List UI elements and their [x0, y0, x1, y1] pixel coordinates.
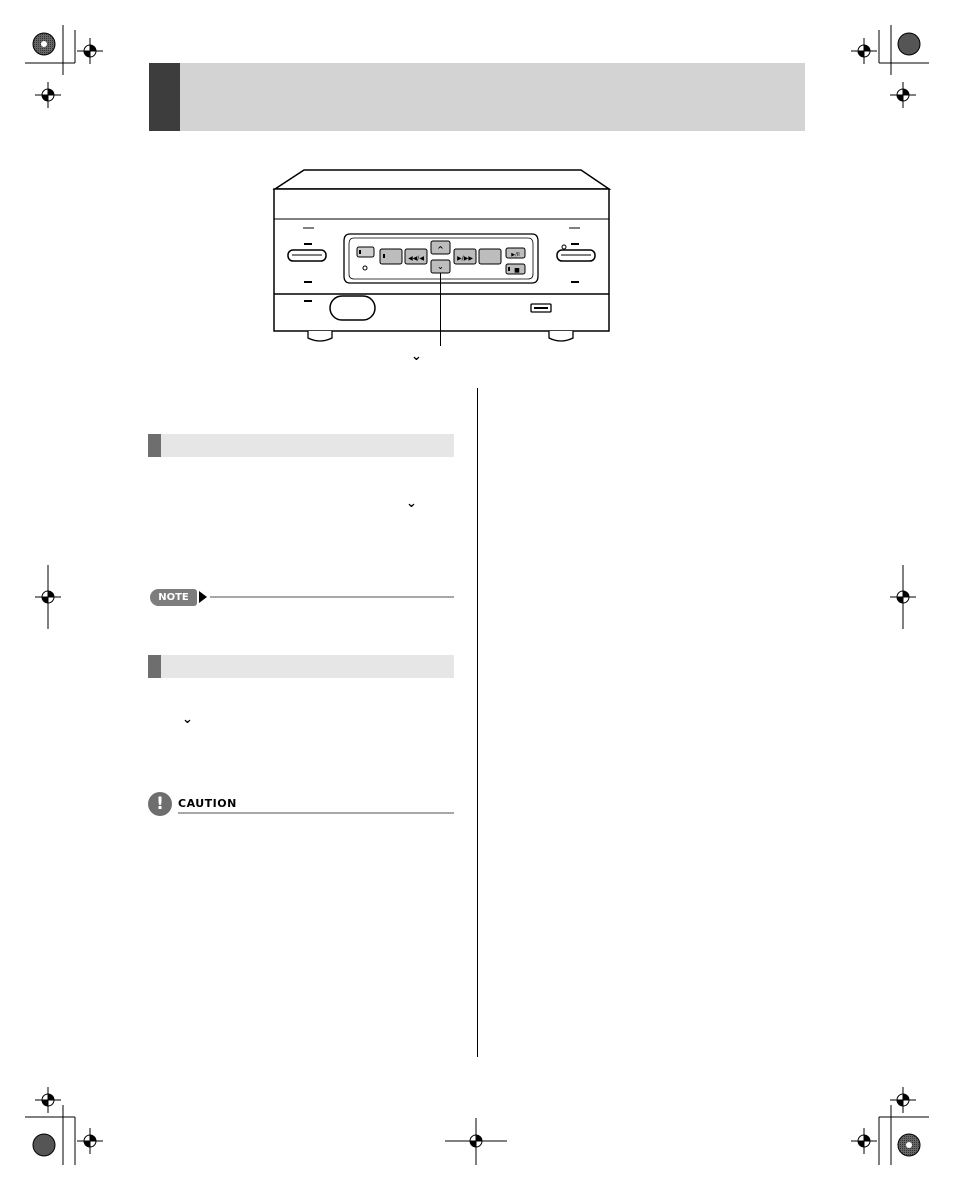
exclamation-icon: ! [148, 792, 172, 816]
section-2-header-tab [148, 655, 161, 678]
callout-chevron-down-icon: ⌄ [411, 349, 422, 364]
stop-button-label: ■ [514, 267, 520, 274]
caution-rule [178, 812, 454, 814]
title-band-tab [149, 63, 180, 131]
note-arrow-icon [199, 591, 207, 603]
step-chevron-down-icon: ⌄ [182, 712, 193, 727]
caution-label: CAUTION [178, 797, 237, 810]
rewind-button-label: ◀◀/◀ [408, 255, 424, 262]
forward-button-label: ▶/▶▶ [457, 255, 473, 262]
inline-chevron-down-icon: ⌄ [406, 496, 417, 511]
note-badge: NOTE [150, 589, 197, 606]
down-button-label: ⌄ [437, 262, 444, 271]
section-1-header [148, 434, 454, 457]
section-1-header-tab [148, 434, 161, 457]
title-band [149, 63, 805, 131]
note-rule [210, 596, 454, 598]
column-divider [477, 388, 478, 1057]
device-front-panel [270, 166, 615, 346]
section-2-header [148, 655, 454, 678]
play-pause-button-label: ▶/II [511, 252, 520, 258]
up-button-label: ^ [437, 245, 444, 254]
